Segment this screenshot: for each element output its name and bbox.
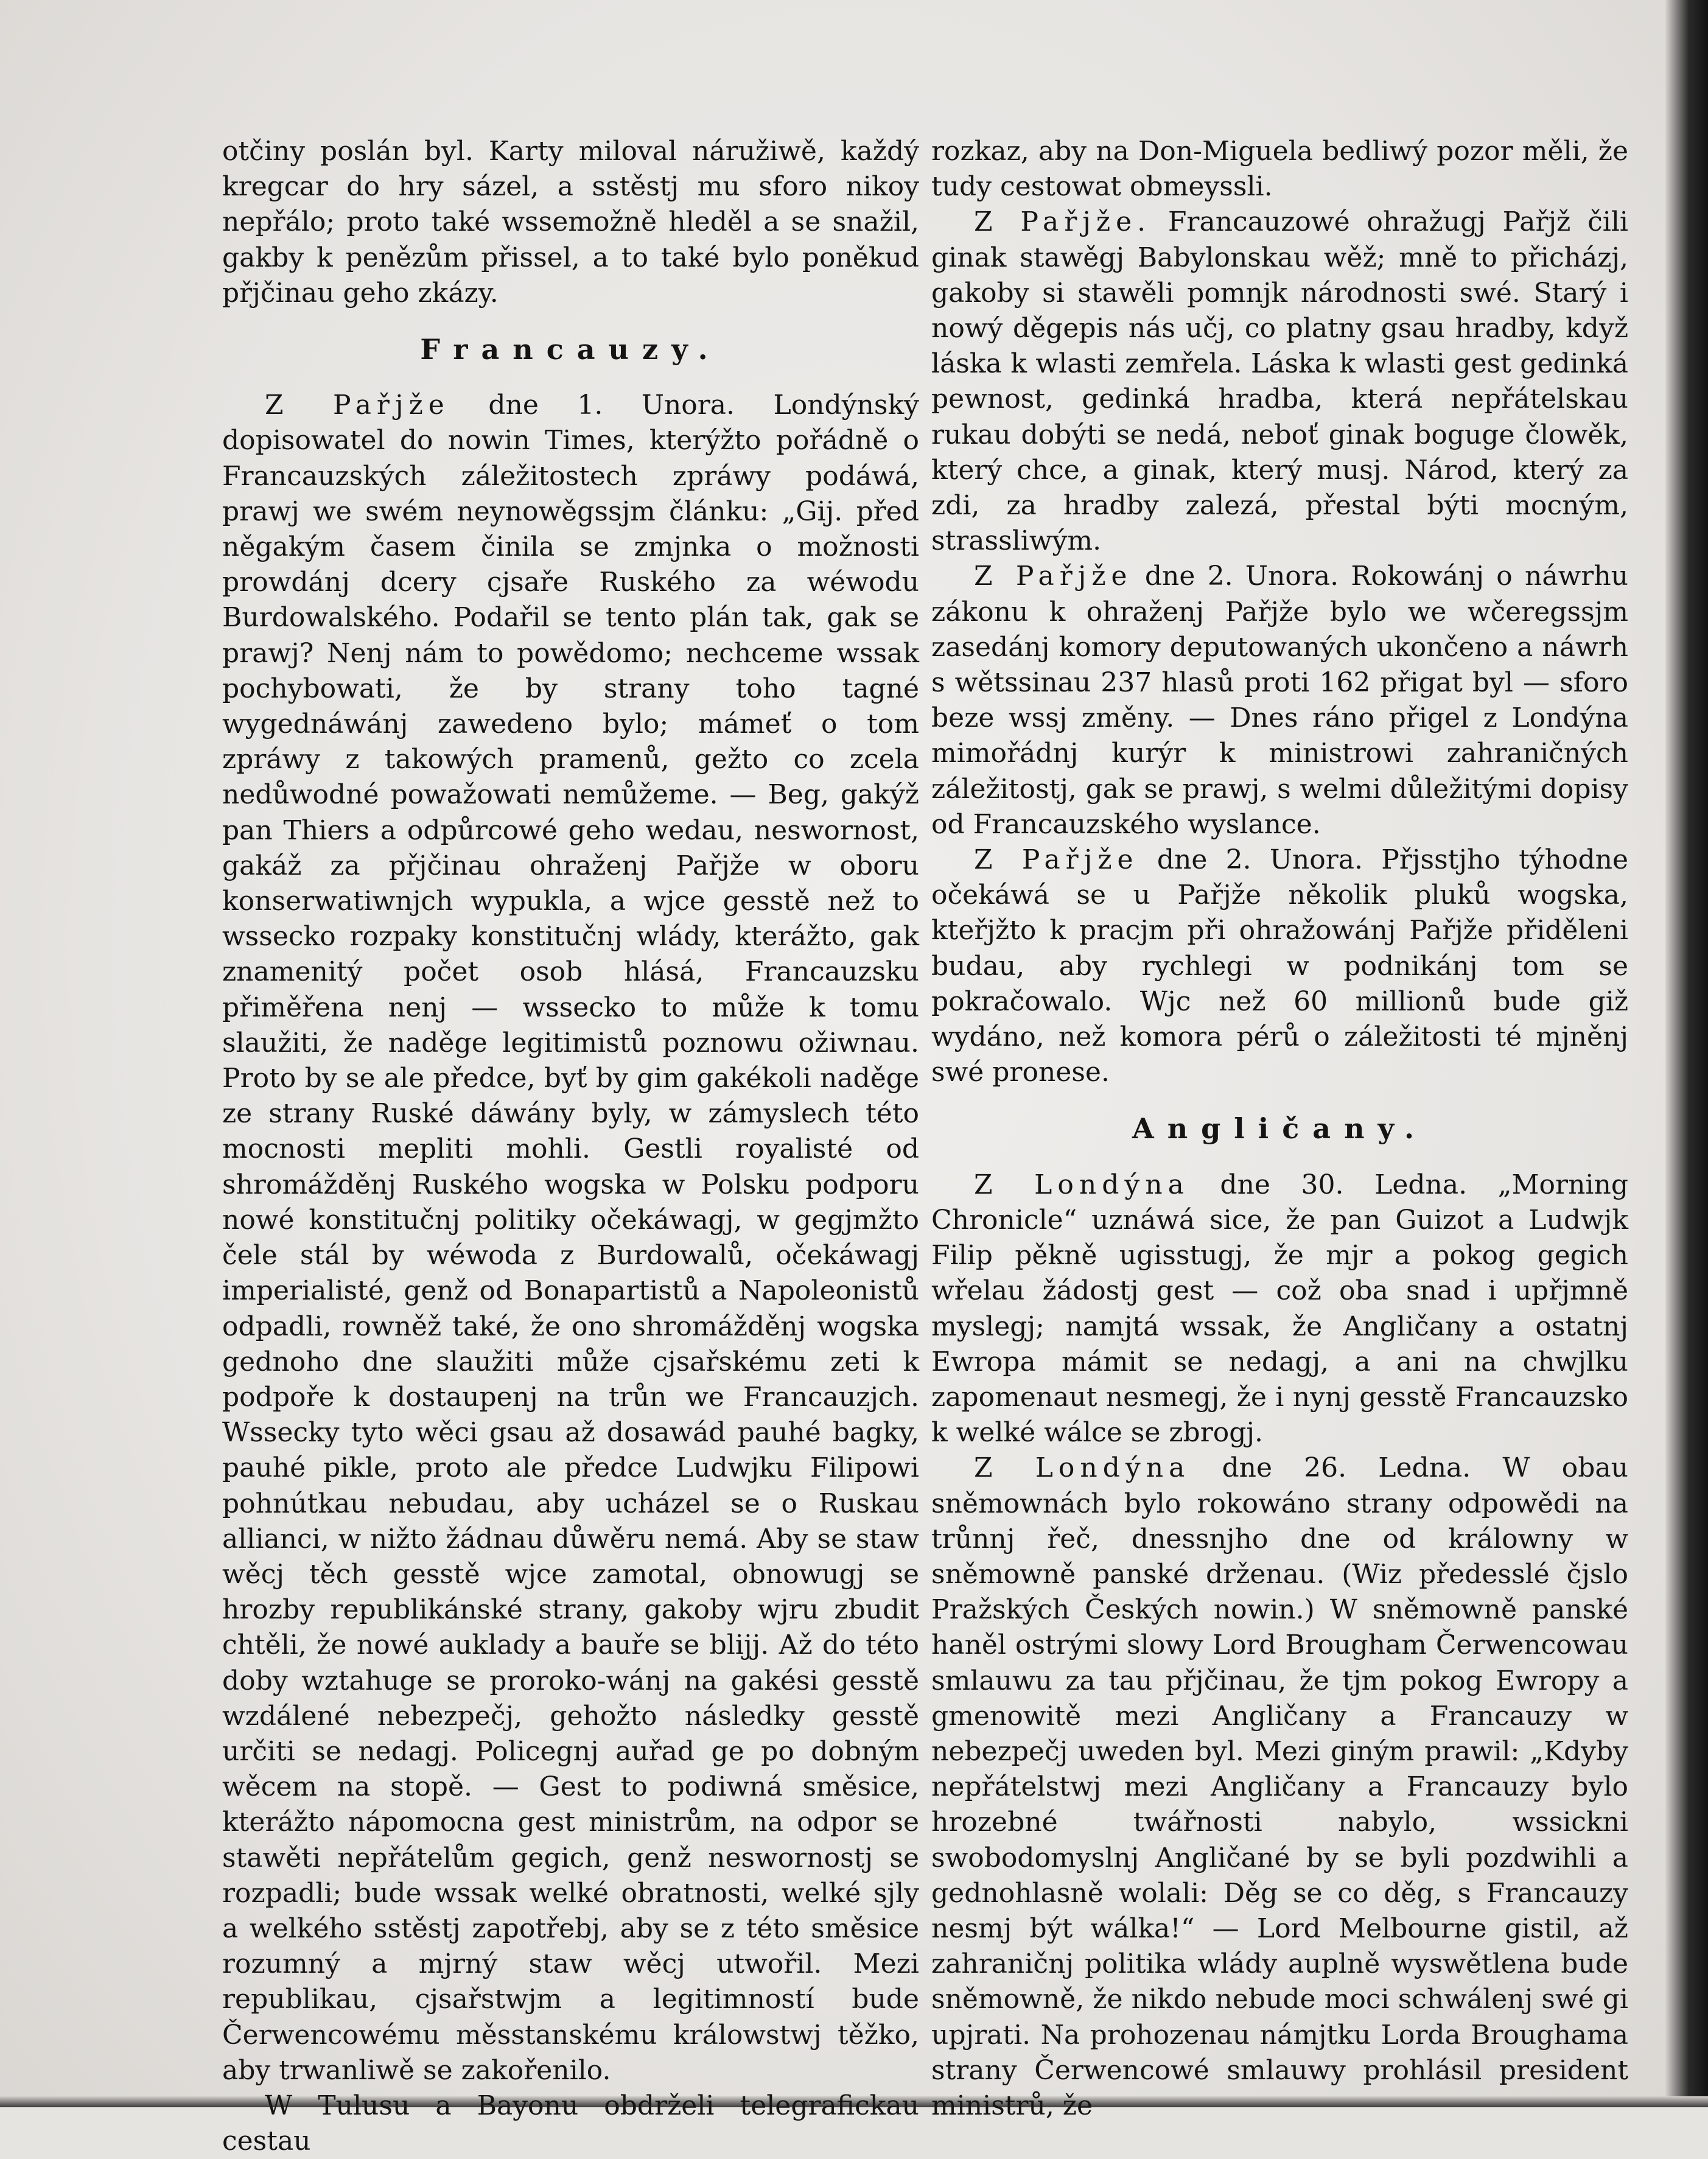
dateline-place: Z Pařjže. bbox=[974, 206, 1152, 238]
article-tulus-bayon: W Tulusu a Bayonu obdrželi telegrafickau cestau bbox=[222, 2090, 919, 2157]
article-paris-1-unora bbox=[222, 388, 919, 2088]
article-text: Rokowánj o náwrhu zákonu k ohraženj Pařjže bylo we wčeregssjm zasedánj komory deputowaných ukončeno a náwrh s wětssinau 237 hlasů proti 162 přigat byl — sforo beze wssj změny. — Dnes ráno přigel z Londýna mimořádnj kurýr k ministrowi zahraničných záležitostj, gak se prawj, s welmi důležitými dopisy od Francauzského wyslance. bbox=[931, 561, 1628, 840]
article-text: Londýnský dopisowatel do nowin Times, kterýžto pořádně o Francauzských záležitostech zpráwy podáwá, prawj we swém neynowěgssjm článku: „Gij. před něgakým časem činila se zmjnka o možnosti prowdánj dcery cjsaře Ruského za wéwodu Burdowalského. Podařil se tento plán tak, gak se prawj? Nenj nám to powědomo; nechceme wssak pochybowati, že by strany toho tagné wygednáwánj zawedeno bylo; mámeť o tom zpráwy z takowých pramenů, gežto co zcela nedůwodné powažowati nemůžeme. — Beg, gakýž pan Thiers a odpůrcowé geho wedau, neswornost, gakáž za přjčinau ohraženj Pařjže w oboru konserwatiwnjch wypukla, a wjce gesstě než to wssecko rozpaky konstitučnj wlády, kterážto, gak znamenitý počet osob hlásá, Francauzsku přiměřena nenj — wssecko to může k tomu slaužiti, že naděge legitimistů poznowu ožiwnau. Proto by se ale předce, byť by gim gakékoli naděge ze strany Ruské dáwány byly, w zámyslech této mocnosti mepliti mohli. Gestli royalisté od shromážděnj Ruského wogska w Polsku podporu nowé konstitučnj politiky očekáwagj, w gegjmžto čele stál by wéwoda z Burdowalů, očekáwagj imperialisté, genž od Bonapartistů a Napoleonistů odpadli, rowněž také, že ono shromážděnj wogska gednoho dne slaužiti může cjsařskému zeti k podpoře k dostaupenj na trůn we Francauzjch. Wssecky tyto wěci gsau až dosawád pauhé bagky, pauhé pikle, proto ale předce Ludwjku Filipowi pohnútkau nebudau, aby ucházel se o Ruskau allianci, w nižto žádnau důwěru nemá. Aby se staw wěcj těch gesstě wjce zamotal, obnowugj se hrozby republikánské strany, gakoby wjru zbudit chtěli, že nowé auklady a bauře se blijj. Až do této doby wztahuge se proroko-wánj na gakési gesstě wzdálené nebezpečj, gehožto následky gesstě určiti se nedagj. Policegnj auřad ge po dobným wěcem na stopě. — Gest to podiwná směsice, kterážto nápomocna gest ministrům, na odpor se stawěti nepřátelům gegich, genž neswornostj se rozpadli; bude wssak welké obratnosti, welké sjly a welkého sstěstj zapotřebj, aby se z této směsice rozumný a mjrný staw wěcj utwořil. Mezi republikau, cjsařstwjm a legitimností bude Čerwencowému měsstanskému králowstwj těžko, aby trwanliwě se zakořenilo. bbox=[222, 390, 919, 2086]
section-heading-anglicany: Angličany. bbox=[1132, 1112, 1427, 1146]
left-column bbox=[222, 134, 919, 2159]
article-paris-2-unora-b bbox=[931, 842, 1628, 1090]
dateline-place: Z Pařjže bbox=[974, 561, 1133, 592]
article-text: Francauzowé ohražugj Pařjž čili ginak stawěgj Babylonskau wěž; mně to přicházj, gakoby si stawěli pomnjk národnosti swé. Starý i nowý děgepis nás učj, co platny gsau hradby, když láska k wlasti zemřela. Láska k wlasti gest gedinká pewnost, gedinká hradba, která nepřátelskau rukau dobýti se nedá, neboť ginak boguge člowěk, který chce, a ginak, který musj. Národ, který za zdi, za hradby zalezá, přestal býti mocným, strassliwým. bbox=[931, 206, 1628, 557]
dateline-date: dne 1. Unora. bbox=[449, 390, 735, 421]
article-text: W obau sněmownách bylo rokowáno strany odpowědi na trůnnj řeč, dnessnjho dne od králowny w sněmowně panské drženau. (Wiz předesslé čjslo Pražských Českých nowin.) W sněmowně panské haněl ostrými slowy Lord Brougham Čerwencowau smlauwu za tau přjčinau, že tjm pokog Ewropy a gmenowitě mezi Angličany a Francauzy w nebezpečj uweden byl. Mezi giným prawil: „Kdyby nepřátelstwj mezi Angličany a Francauzy bylo hrozebné twářnosti nabylo, wssickni swobodomyslnj Angličané by se byli pozdwihli a gednohlasně wolali: Děg se co děg, s Francauzy nesmj být wálka!“ — Lord Melbourne gistil, až zahraničnj politika wlády auplně wyswětlena bude sněmowně, že nikdo nebude moci schwálenj swé gi upjrati. Na prohozenau námjtku Lorda Broughama strany Čerwencowé smlauwy prohlásil president ministrů, že bbox=[931, 1452, 1628, 2121]
dateline-place: Z Pařjže bbox=[974, 844, 1139, 876]
dateline-date: dne 26. Ledna. bbox=[1190, 1452, 1471, 1484]
dateline-place: Z Pařjže bbox=[265, 390, 450, 421]
article-london-26-ledna bbox=[931, 1450, 1628, 2124]
dateline-place: Z Londýna bbox=[974, 1169, 1189, 1200]
right-column bbox=[931, 134, 1628, 2124]
dateline-date: dne 2. Unora. bbox=[1132, 561, 1339, 592]
article-paris-walls bbox=[931, 205, 1628, 559]
section-heading-francauzy: Francauzy. bbox=[420, 333, 721, 366]
dateline-date: dne 30. Ledna. bbox=[1189, 1169, 1468, 1200]
article-london-30-ledna bbox=[931, 1167, 1628, 1451]
dateline-date: dne 2. Unora. bbox=[1138, 844, 1363, 876]
article-text: „Morning Chronicle“ uznáwá sice, že pan Guizot a Ludwjk Filip pěkně ugisstugj, že mjr a pokog gegich wřelau žádostj gest — což oba snad i upřjmně myslegj; namjtá wssak, že Angličany a ostatnj Ewropa mámit se nedagj, a ani na chwjlku zapomenaut nesmegj, že i nynj gesstě Francauzsko k welké wálce se zbrogj. bbox=[931, 1169, 1628, 1449]
dateline-place: Z Londýna bbox=[974, 1452, 1191, 1484]
scan-edge-right bbox=[1665, 0, 1708, 2107]
article-paris-2-unora-a bbox=[931, 559, 1628, 842]
paragraph-continuation: otčiny poslán byl. Karty miloval náružiwě, každý kregcar do hry sázel, a sstěstj mu sforo nikoy nepřálo; proto také wssemožně hleděl a se snažil, gakby k penězům přissel, a to také bylo poněkud přjčinau geho zkázy. bbox=[222, 136, 919, 309]
article-text: Přjsstjho týhodne očekáwá se u Pařjže několik pluků wogska, kteřjžto k pracjm při ohražowánj Pařjže přiděleni budau, aby rychlegi w podnikánj tom se pokračowalo. Wjc než 60 millionů bude giž wydáno, než komora pérů o záležitosti té mjněnj swé pronese. bbox=[931, 844, 1628, 1088]
paragraph-continuation: rozkaz, aby na Don-Miguela bedliwý pozor měli, že tudy cestowat obmeyssli. bbox=[931, 136, 1628, 203]
